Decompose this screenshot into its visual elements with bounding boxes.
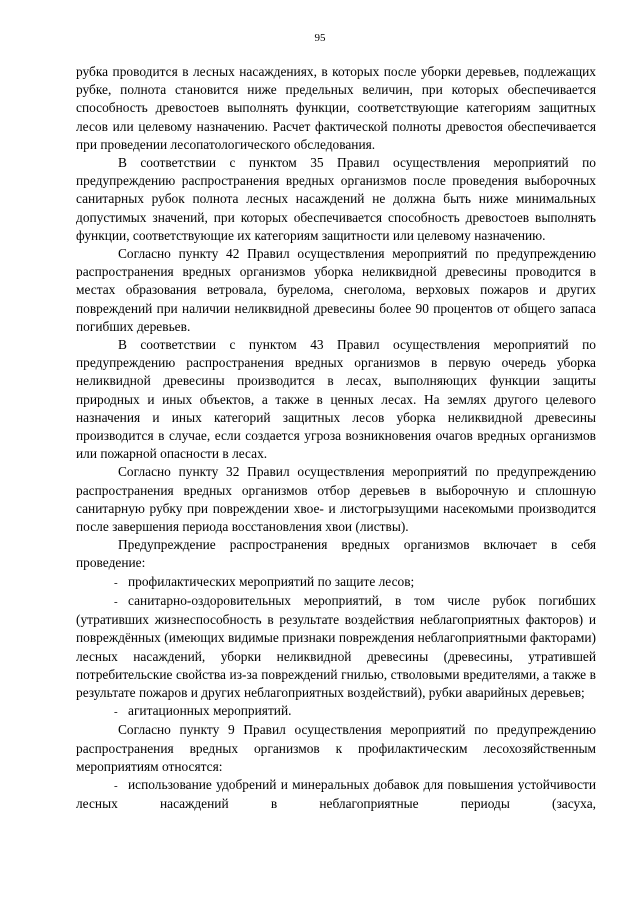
list-item-text: использование удобрений и минеральных добавок для повышения устойчивости лесных насаждений в неблагоприятные периоды (засуха, xyxy=(76,776,596,812)
list-marker: - xyxy=(114,595,118,608)
paragraph-3: Согласно пункту 42 Правил осуществления мероприятий по предупреждению распространения вредных организмов уборка неликвидной древесины проводится в местах образования ветровала, бурелома, снеголома, верховых пожаров и других повреждений при наличии неликвидной древесины более 90 процентов от общего запаса погибших деревьев. xyxy=(76,246,596,334)
list-item xyxy=(76,702,596,721)
list-item xyxy=(76,592,596,702)
list-item xyxy=(76,776,596,813)
list-item-text: агитационных мероприятий. xyxy=(128,703,292,719)
paragraph-2: В соответствии с пунктом 35 Правил осуществления мероприятий по предупреждению распространения вредных организмов после проведения выборочных санитарных рубок полнота лесных насаждений не должна быть ниже минимальных допустимых значений, при которых обеспечивается способность древостоев выполнять функции, соответствующие их категориям защитности или целевому назначению. xyxy=(76,155,596,243)
list-marker: - xyxy=(114,706,118,719)
document-body xyxy=(76,63,596,813)
list-item xyxy=(76,573,596,592)
paragraph-4: В соответствии с пунктом 43 Правил осуществления мероприятий по предупреждению распространения вредных организмов в первую очередь уборка неликвидной древесины производится в лесах, выполняющих функции защиты природных и иных объектов, а также в ценных лесах. На землях другого целевого назначения и иных категорий защитных лесов уборка неликвидной древесины производится в случае, если создается угроза возникновения очагов вредных организмов или пожарной опасности в лесах. xyxy=(76,337,596,462)
list-marker: - xyxy=(114,576,118,589)
list-item-text: санитарно-оздоровительных мероприятий, в том числе рубок погибших (утративших жизнеспособность в результате воздействия неблагоприятных факторов) и повреждённых (имеющих видимые признаки повреждения неблагоприятными факторами) лесных насаждений, уборки неликвидной древесины (древесины, утратившей потребительские свойства из-за повреждений гнилью, стволовыми вредителями, а также в результате пожаров и других неблагоприятных воздействий), рубки аварийных деревьев; xyxy=(76,592,596,700)
paragraph-1: рубка проводится в лесных насаждениях, в которых после уборки деревьев, подлежащих рубке, полнота становится ниже предельных величин, при которых обеспечивается способность древостоев выполнять функции, соответствующие категориям защитных лесов или целевому назначению. Расчет фактической полноты древостоя обеспечивается при проведении лесопатологического обследования. xyxy=(76,64,596,152)
paragraph-7: Согласно пункту 9 Правил осуществления мероприятий по предупреждению распространения вредных организмов к профилактическим лесохозяйственным мероприятиям относятся: xyxy=(76,722,596,774)
paragraph-6: Предупреждение распространения вредных организмов включает в себя проведение: xyxy=(76,537,596,571)
paragraph-5: Согласно пункту 32 Правил осуществления мероприятий по предупреждению распространения вредных организмов отбор деревьев в выборочную и сплошную санитарную рубку при повреждении хвое- и листогрызущими насекомыми производится после завершения периода восстановления хвои (листвы). xyxy=(76,464,596,535)
list-marker: - xyxy=(114,779,118,792)
page-number: 95 xyxy=(314,32,326,44)
list-item-text: профилактических мероприятий по защите лесов; xyxy=(128,573,415,589)
